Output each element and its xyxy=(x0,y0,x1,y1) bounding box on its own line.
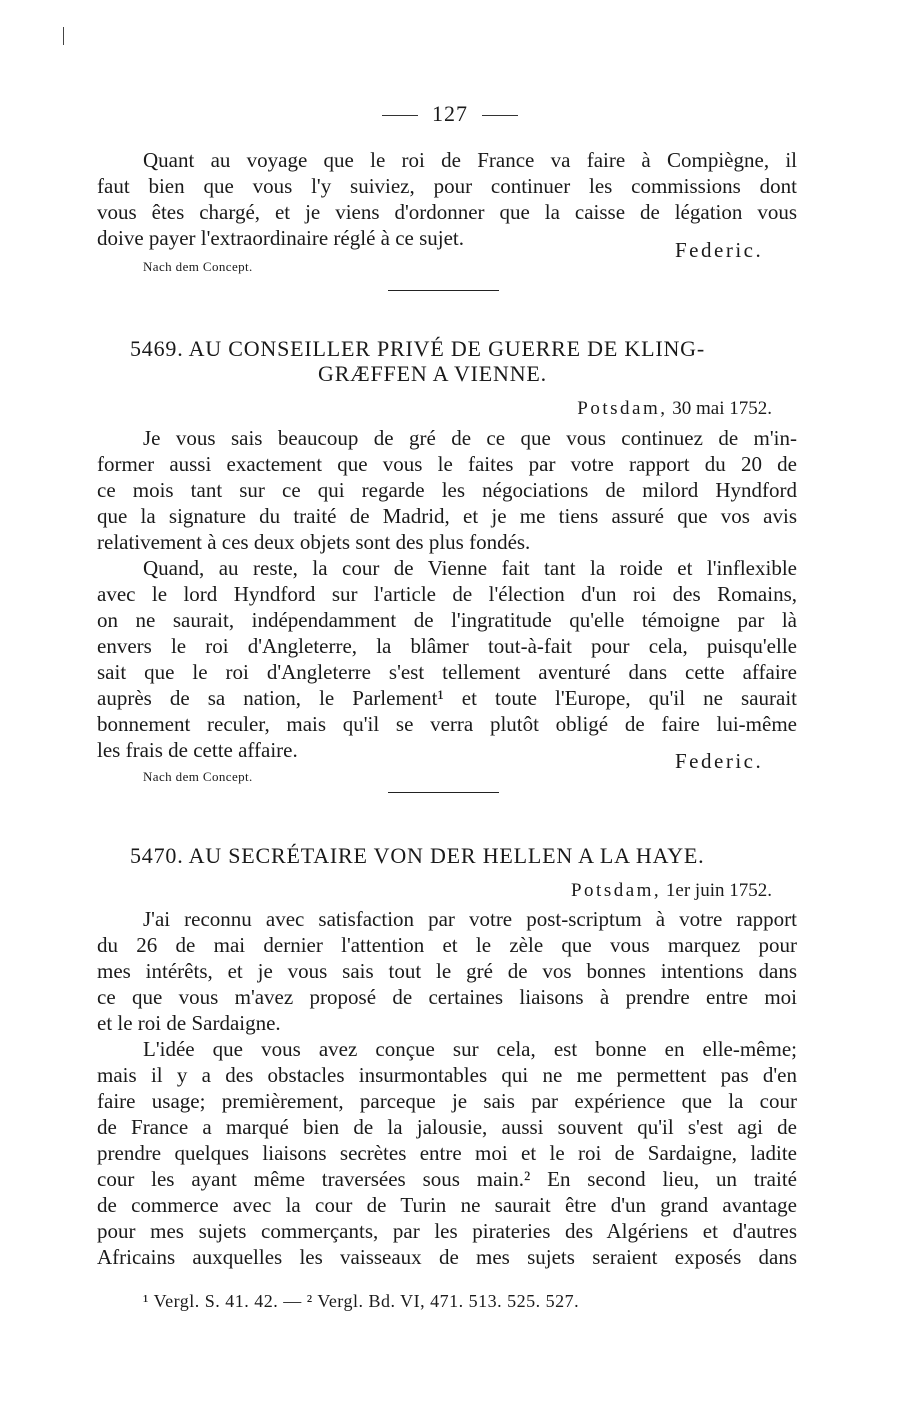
text-line: Africains auxquelles les vaisseaux de mes sujets seraient exposés dans xyxy=(97,1245,797,1269)
text-line: auprès de sa nation, le Parlement¹ et toute l'Europe, qu'il ne saurait xyxy=(97,686,797,710)
text-line: envers le roi d'Angleterre, la blâmer tout-à-fait pour cela, puisqu'elle xyxy=(97,634,797,658)
letter-heading-continued: GRÆFFEN A VIENNE. xyxy=(318,361,547,386)
letter-heading: 5469. AU CONSEILLER PRIVÉ DE GUERRE DE KLING- xyxy=(130,336,705,361)
text-line: Quand, au reste, la cour de Vienne fait tant la roide et l'inflexible xyxy=(143,556,797,580)
text-line: mes intérêts, et je vous sais tout le gré de vos bonnes intentions dans xyxy=(97,959,797,983)
text-line: prendre quelques liaisons secrètes entre moi et le roi de Sardaigne, ladite xyxy=(97,1141,797,1165)
text-line: vous êtes chargé, et je viens d'ordonner que la caisse de légation vous xyxy=(97,200,797,224)
text-line: on ne saurait, indépendamment de l'ingratitude qu'elle témoigne par là xyxy=(97,608,797,632)
text-line: faire usage; premièrement, parceque je sais par expérience que la cour xyxy=(97,1089,797,1113)
text-line: J'ai reconnu avec satisfaction par votre post-scriptum à votre rapport xyxy=(143,907,797,931)
text-line: bonnement reculer, mais qu'il se verra plutôt obligé de faire lui-même xyxy=(97,712,797,736)
margin-mark xyxy=(63,27,64,45)
text-line: ce que vous m'avez proposé de certaines liaisons à prendre entre moi xyxy=(97,985,797,1009)
source-note: Nach dem Concept. xyxy=(143,259,253,274)
text-line: sait que le roi d'Angleterre s'est tellement aventuré dans cette affaire xyxy=(97,660,797,684)
text-line: doive payer l'extraordinaire réglé à ce sujet. xyxy=(97,226,465,250)
source-note: Nach dem Concept. xyxy=(143,769,253,784)
text-line: les frais de cette affaire. xyxy=(97,738,298,762)
signature: Federic. xyxy=(675,238,764,262)
dateline xyxy=(577,398,772,420)
text-line: et le roi de Sardaigne. xyxy=(97,1011,281,1035)
dateline-place: Potsdam, xyxy=(577,398,668,419)
text-line: faut bien que vous l'y suiviez, pour continuer les commissions dont xyxy=(97,174,797,198)
letter-heading: 5470. AU SECRÉTAIRE VON DER HELLEN A LA HAYE. xyxy=(130,843,705,868)
footnotes: ¹ Vergl. S. 41. 42. — ² Vergl. Bd. VI, 471. 513. 525. 527. xyxy=(143,1291,580,1311)
text-line: que la signature du traité de Madrid, et je me tiens assuré que vos avis xyxy=(97,504,797,528)
page-number-dash-left xyxy=(382,115,418,116)
section-divider xyxy=(388,792,499,793)
dateline-place: Potsdam, xyxy=(570,880,662,901)
dateline-date: 1er juin 1752. xyxy=(661,880,772,901)
section-divider xyxy=(388,290,499,291)
text-line: cour les ayant même traversées sous main.² En second lieu, un traité xyxy=(97,1167,797,1191)
text-line: relativement à ces deux objets sont des plus fondés. xyxy=(97,530,531,554)
text-line: de commerce avec la cour de Turin ne saurait être d'un grand avantage xyxy=(97,1193,797,1217)
text-line: avec le lord Hyndford sur l'article de l'élection d'un roi des Romains, xyxy=(97,582,797,606)
page-number-dash-right xyxy=(482,115,518,116)
text-line: pour mes sujets commerçants, par les pirateries des Algériens et d'autres xyxy=(97,1219,797,1243)
dateline xyxy=(571,880,772,902)
page-number-text: 127 xyxy=(432,101,468,126)
page-number xyxy=(0,101,900,127)
dateline-date: 30 mai 1752. xyxy=(667,398,772,419)
text-line: ce mois tant sur ce qui regarde les négociations de milord Hyndford xyxy=(97,478,797,502)
text-line: L'idée que vous avez conçue sur cela, est bonne en elle-même; xyxy=(143,1037,797,1061)
signature: Federic. xyxy=(675,749,764,773)
text-line: du 26 de mai dernier l'attention et le zèle que vous marquez pour xyxy=(97,933,797,957)
text-line: de France a marqué bien de la jalousie, aussi souvent qu'il s'est agi de xyxy=(97,1115,797,1139)
text-line: Quant au voyage que le roi de France va faire à Compiègne, il xyxy=(143,148,797,172)
text-line: mais il y a des obstacles insurmontables qui ne me permettent pas d'en xyxy=(97,1063,797,1087)
text-line: former aussi exactement que vous le faites par votre rapport du 20 de xyxy=(97,452,797,476)
text-line: Je vous sais beaucoup de gré de ce que vous continuez de m'in- xyxy=(143,426,797,450)
